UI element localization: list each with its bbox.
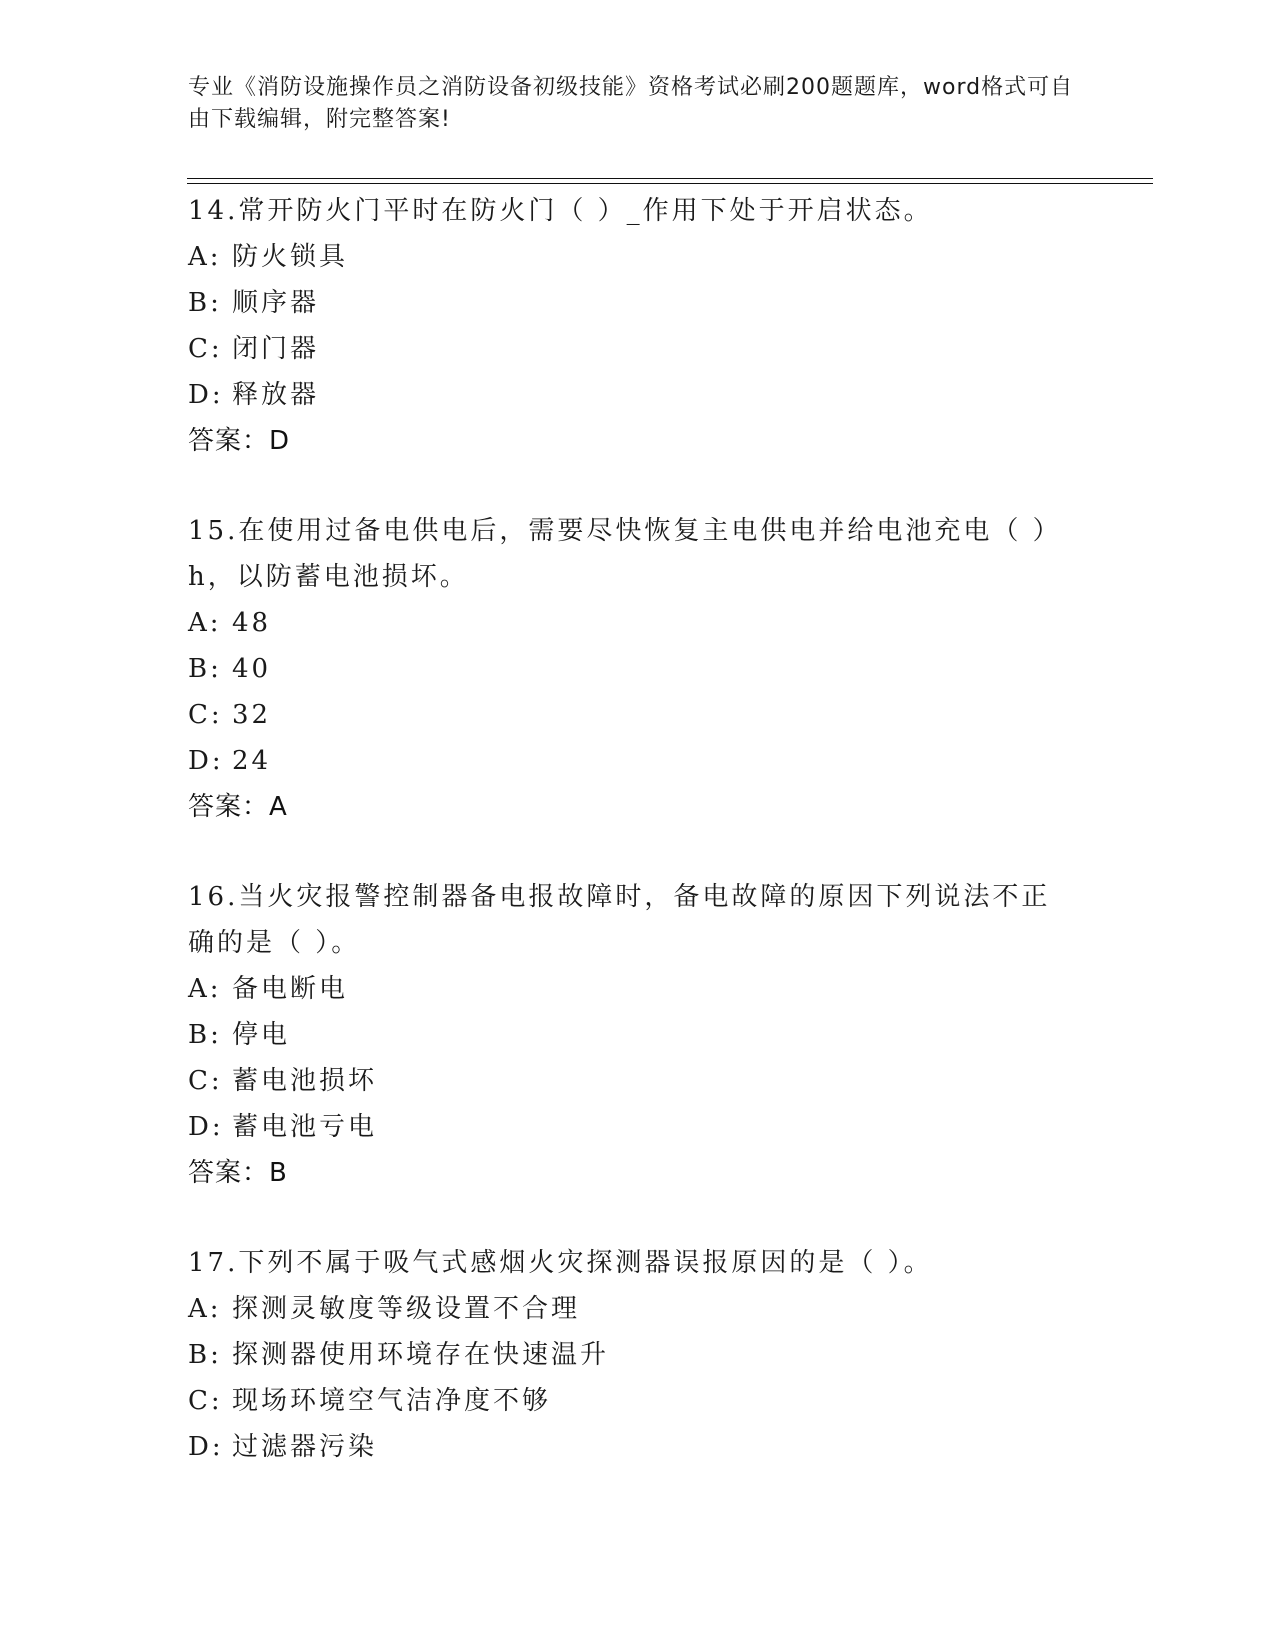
option-letter: B:	[188, 288, 222, 318]
option-letter: B:	[188, 1020, 222, 1050]
option-text: 蓄电池损坏	[232, 1066, 378, 1096]
option-letter: B:	[188, 1340, 222, 1370]
option-text: 蓄电池亏电	[232, 1112, 378, 1142]
question-stem: 15.在使用过备电供电后，需要尽快恢复主电供电并给电池充电（ ）h，以防蓄电池损坏。	[188, 516, 1062, 592]
option-a	[188, 234, 1088, 280]
option-text: 顺序器	[232, 288, 320, 318]
option-text: 40	[232, 654, 272, 684]
question-stem: 17.下列不属于吸气式感烟火灾探测器误报原因的是（ ）。	[188, 1248, 933, 1278]
question-15	[188, 508, 1088, 830]
option-text: 备电断电	[232, 974, 349, 1004]
option-d	[188, 738, 1088, 784]
option-letter: B:	[188, 654, 222, 684]
option-letter: C:	[188, 334, 223, 364]
option-text: 停电	[232, 1020, 291, 1050]
answer-line: 答案：D	[188, 426, 291, 456]
header-rule-bottom	[187, 183, 1153, 184]
answer-line: 答案：B	[188, 1158, 288, 1188]
document-header: 专业《消防设施操作员之消防设备初级技能》资格考试必刷200题题库，word格式可自由下载编辑，附完整答案!	[188, 75, 1074, 132]
option-b	[188, 280, 1088, 326]
option-text: 24	[232, 746, 272, 776]
option-letter: D:	[188, 1432, 224, 1462]
option-a	[188, 1286, 1088, 1332]
question-14	[188, 188, 1088, 464]
option-letter: A:	[188, 974, 222, 1004]
option-d	[188, 1424, 1088, 1470]
question-list	[188, 188, 1088, 1470]
option-text: 32	[232, 700, 272, 730]
option-text: 现场环境空气洁净度不够	[232, 1386, 552, 1416]
option-letter: D:	[188, 380, 224, 410]
option-d	[188, 372, 1088, 418]
option-text: 探测器使用环境存在快速温升	[232, 1340, 610, 1370]
option-text: 释放器	[232, 380, 320, 410]
option-text: 48	[232, 608, 272, 638]
option-c	[188, 326, 1088, 372]
option-text: 过滤器污染	[232, 1432, 378, 1462]
option-letter: C:	[188, 700, 223, 730]
option-a	[188, 966, 1088, 1012]
option-c	[188, 692, 1088, 738]
option-letter: D:	[188, 746, 224, 776]
option-letter: C:	[188, 1066, 223, 1096]
option-d	[188, 1104, 1088, 1150]
option-b	[188, 1012, 1088, 1058]
option-c	[188, 1378, 1088, 1424]
option-b	[188, 646, 1088, 692]
question-16	[188, 874, 1088, 1196]
option-c	[188, 1058, 1088, 1104]
option-letter: A:	[188, 608, 222, 638]
answer-line: 答案：A	[188, 792, 288, 822]
option-letter: D:	[188, 1112, 224, 1142]
option-letter: C:	[188, 1386, 223, 1416]
header-rule-top	[187, 178, 1153, 179]
question-17	[188, 1240, 1088, 1470]
option-b	[188, 1332, 1088, 1378]
option-text: 防火锁具	[232, 242, 349, 272]
option-text: 探测灵敏度等级设置不合理	[232, 1294, 581, 1324]
option-letter: A:	[188, 1294, 222, 1324]
question-stem: 14.常开防火门平时在防火门（ ）_作用下处于开启状态。	[188, 196, 933, 226]
option-text: 闭门器	[232, 334, 320, 364]
question-stem: 16.当火灾报警控制器备电报故障时，备电故障的原因下列说法不正确的是（ ）。	[188, 882, 1051, 958]
option-a	[188, 600, 1088, 646]
option-letter: A:	[188, 242, 222, 272]
